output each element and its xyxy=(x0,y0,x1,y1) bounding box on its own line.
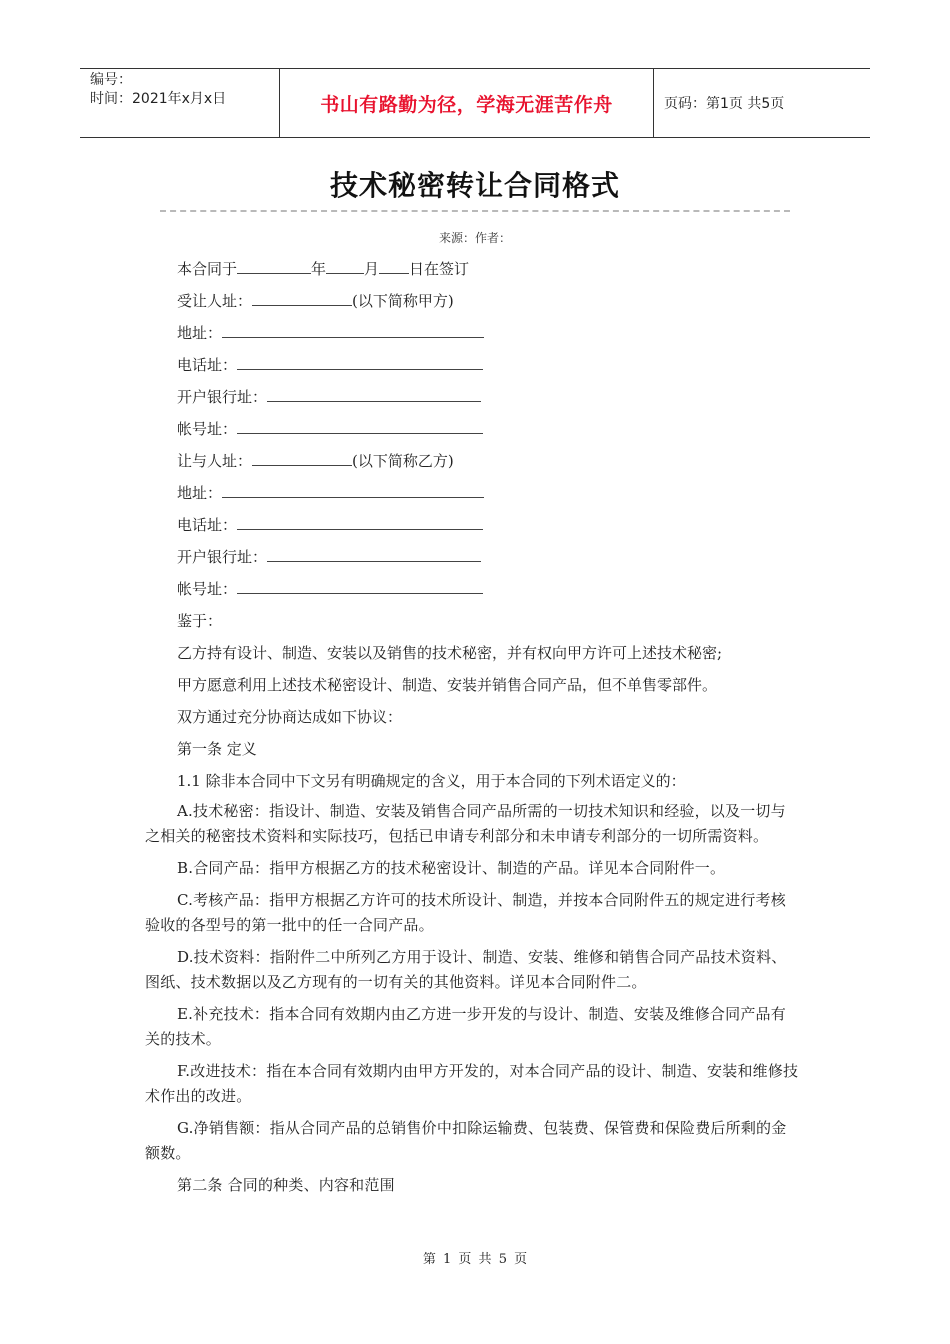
title-divider xyxy=(160,210,790,212)
transferee-line: 受让人址： (以下简称甲方) xyxy=(145,287,800,319)
time-label: 时间：2021年x月x日 xyxy=(90,91,227,107)
article-1-heading: 第一条 定义 xyxy=(177,740,257,758)
address2-blank[interactable] xyxy=(222,480,484,498)
date-year-blank[interactable] xyxy=(237,256,311,274)
header-page-info xyxy=(654,69,870,137)
article-2-heading: 第二条 合同的种类、内容和范围 xyxy=(177,1176,395,1194)
header-meta xyxy=(80,69,280,137)
phone2-blank[interactable] xyxy=(237,512,483,530)
page-header xyxy=(80,68,870,138)
recital-2: 甲方愿意利用上述技术秘密设计、制造、安装并销售合同产品，但不单售零部件。 xyxy=(177,676,718,694)
transferor-line: 让与人址： (以下简称乙方) xyxy=(145,447,800,479)
agreement-line: 双方通过充分协商达成如下协议： xyxy=(177,708,403,726)
address2-line: 地址： xyxy=(145,479,800,511)
bank1-line: 开户银行址： xyxy=(145,383,800,415)
page-footer: 第 1 页 共 5 页 xyxy=(422,1252,528,1267)
source-line: 来源：作者： xyxy=(438,231,511,245)
definition-d: D.技术资料：指附件二中所列乙方用于设计、制造、安装、维修和销售合同产品技术资料、图纸、技术数据以及乙方现有的一切有关的其他资料。详见本合同附件二。 xyxy=(145,948,787,991)
document-body xyxy=(145,255,800,1205)
account2-line: 帐号址： xyxy=(145,575,800,607)
page-info-text: 页码：第1页 共5页 xyxy=(664,96,785,112)
account1-blank[interactable] xyxy=(237,416,483,434)
header-motto-cell xyxy=(280,69,654,137)
definition-b: B.合同产品：指甲方根据乙方的技术秘密设计、制造的产品。详见本合同附件一。 xyxy=(177,859,726,877)
account2-blank[interactable] xyxy=(237,576,483,594)
address1-line: 地址： xyxy=(145,319,800,351)
recital-1: 乙方持有设计、制造、安装以及销售的技术秘密，并有权向甲方许可上述技术秘密; xyxy=(177,644,723,662)
document-title: 技术秘密转让合同格式 xyxy=(329,169,620,202)
address1-blank[interactable] xyxy=(222,320,484,338)
transferor-blank[interactable] xyxy=(252,448,352,466)
transferee-blank[interactable] xyxy=(252,288,352,306)
phone1-blank[interactable] xyxy=(237,352,483,370)
definition-c: C.考核产品：指甲方根据乙方许可的技术所设计、制造，并按本合同附件五的规定进行考核验收的各型号的第一批中的任一合同产品。 xyxy=(145,891,786,934)
motto-text: 书山有路勤为径，学海无涯苦作舟 xyxy=(320,93,613,116)
clause-1-1: 1.1 除非本合同中下文另有明确规定的含义，用于本合同的下列术语定义的： xyxy=(177,772,686,790)
bank2-line: 开户银行址： xyxy=(145,543,800,575)
number-label: 编号： xyxy=(90,72,132,88)
date-line: 本合同于 年 月 日在签订 xyxy=(145,255,800,287)
phone1-line: 电话址： xyxy=(145,351,800,383)
whereas-line: 鉴于： xyxy=(177,612,223,630)
date-day-blank[interactable] xyxy=(379,256,409,274)
definition-f: F.改进技术：指在本合同有效期内由甲方开发的，对本合同产品的设计、制造、安装和维修技术作出的改进。 xyxy=(145,1062,799,1105)
definition-e: E.补充技术：指本合同有效期内由乙方进一步开发的与设计、制造、安装及维修合同产品有关的技术。 xyxy=(145,1005,786,1048)
phone2-line: 电话址： xyxy=(145,511,800,543)
bank2-blank[interactable] xyxy=(267,544,481,562)
bank1-blank[interactable] xyxy=(267,384,481,402)
definition-g: G.净销售额：指从合同产品的总销售价中扣除运输费、包装费、保管费和保险费后所剩的金额数。 xyxy=(145,1119,787,1162)
account1-line: 帐号址： xyxy=(145,415,800,447)
definition-a: A.技术秘密：指设计、制造、安装及销售合同产品所需的一切技术知识和经验，以及一切与之相关的秘密技术资料和实际技巧，包括已申请专利部分和未申请专利部分的一切所需资料。 xyxy=(145,802,786,845)
date-month-blank[interactable] xyxy=(326,256,364,274)
